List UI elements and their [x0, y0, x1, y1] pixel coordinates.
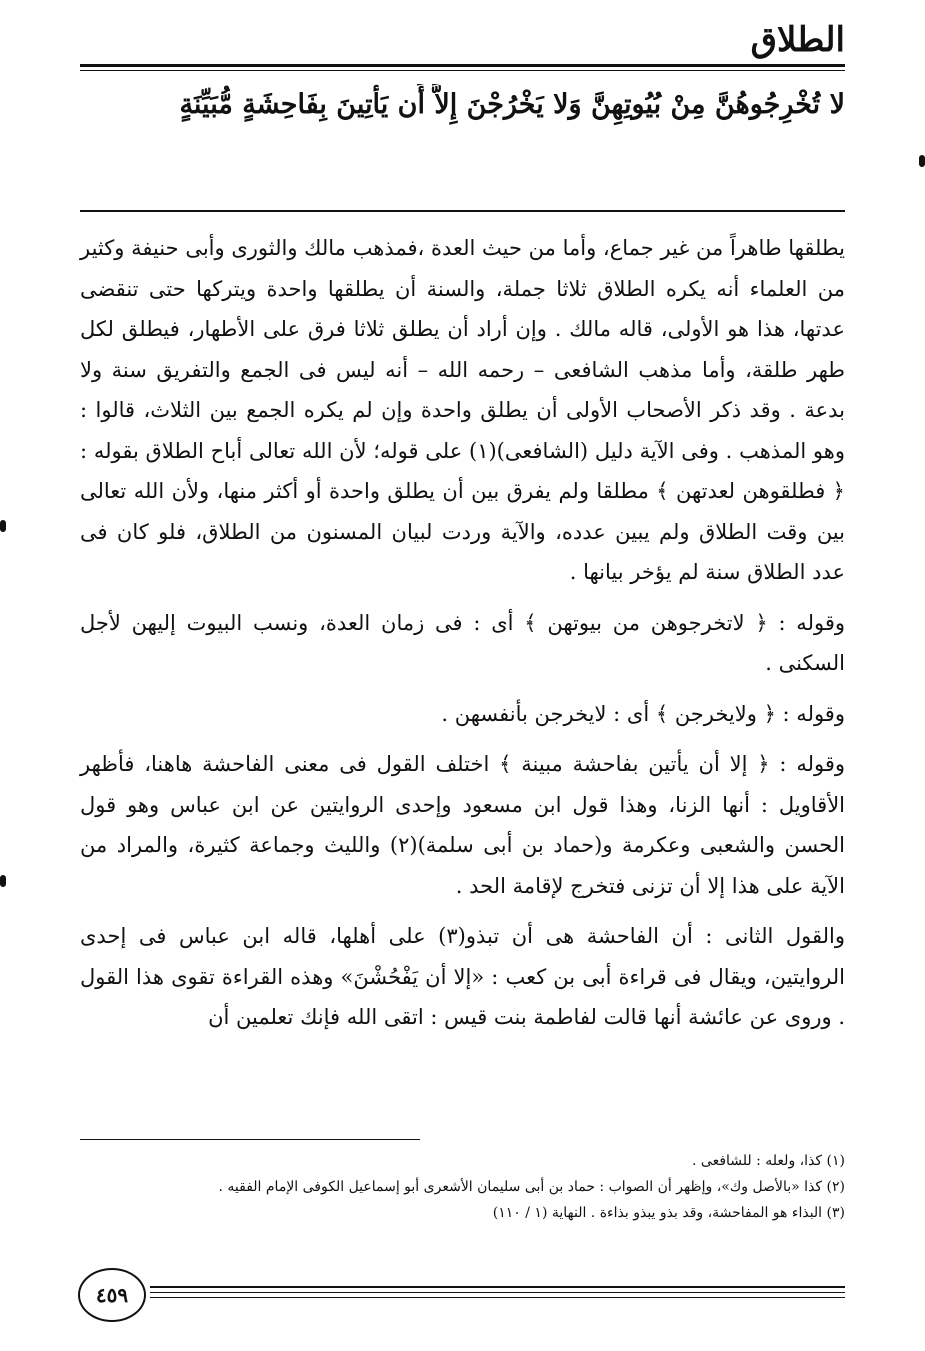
- footnotes: [80, 1148, 845, 1226]
- footnote: (٢) كذا «بالأصل وك»، وإظهر أن الصواب : حماد بن أبى سليمان الأشعرى أبو إسماعيل الكوفى الإمام الفقيه .: [218, 1179, 845, 1195]
- chapter-title: الطلاق: [750, 20, 845, 60]
- footnote-divider: [80, 1139, 420, 1140]
- paragraph: يطلقها طاهراً من غير جماع، وأما من حيث العدة ،فمذهب مالك والثورى وأبى حنيفة وكثير من العلماء أنه يكره الطلاق ثلاثا جملة، والسنة أن يطلقها واحدة ويتركها حتى تنقضى عدتها، هذا هو الأولى، قاله مالك . وإن أراد أن يطلق ثلاثا فرق على الأطهار، فيطلق لكل طهر طلقة، وأما مذهب الشافعى – رحمه الله – أنه ليس فى الجمع والتفريق سنة ولا بدعة . وقد ذكر الأصحاب الأولى أن يطلق واحدة وإن لم يكره الجمع بين الثلاث، قالوا : وهو المذهب . وفى الآية دليل (الشافعى)(١) على قوله؛ لأن الله تعالى أباح الطلاق بقوله : ﴿ فطلقوهن لعدتهن ﴾ مطلقا ولم يفرق بين أن يطلق واحدة أو أكثر منها، ولأن الله تعالى بين وقت الطلاق ولم يبين عدده، والآية وردت لبيان المسنون من الطلاق، فلو كان فى عدد الطلاق سنة لم يؤخر بيانها .: [80, 236, 845, 584]
- header-rule-thick: [80, 64, 845, 67]
- footer-rule: [150, 1292, 845, 1293]
- header-rule-thin: [80, 70, 845, 71]
- section-divider: [80, 210, 845, 212]
- footnote: (١) كذا، ولعله : للشافعى .: [692, 1153, 845, 1169]
- footer-rule: [150, 1297, 845, 1298]
- margin-mark: [919, 155, 925, 167]
- paragraph: وقوله : ﴿ لاتخرجوهن من بيوتهن ﴾ أى : فى زمان العدة، ونسب البيوت إليهن لأجل السكنى .: [80, 610, 845, 675]
- body-text: [80, 228, 845, 1048]
- page-number: ٤٥٩: [78, 1268, 146, 1322]
- footnote: (٣) البذاء هو المفاحشة، وقد بذو يبذو بذاءة . النهاية (١ / ١١٠): [492, 1205, 845, 1221]
- footer-rule: [150, 1286, 845, 1288]
- margin-mark: [0, 520, 6, 532]
- margin-mark: [0, 875, 6, 887]
- paragraph: وقوله : ﴿ ولايخرجن ﴾ أى : لايخرجن بأنفسهن .: [441, 701, 845, 726]
- paragraph: وقوله : ﴿ إلا أن يأتين بفاحشة مبينة ﴾ اختلف القول فى معنى الفاحشة هاهنا، فأظهر الأقاويل : أنها الزنا، وهذا قول ابن مسعود وإحدى الروايتين عن ابن عباس وهو قول الحسن والشعبى وعكرمة و(حماد بن أبى سلمة)(٢) والليث وجماعة كثيرة، والمراد من الآية على هذا إلا أن تزنى فتخرج لإقامة الحد .: [80, 752, 845, 898]
- verse-heading: لا تُخْرِجُوهُنَّ مِنْ بُيُوتِهِنَّ وَلا يَخْرُجْنَ إِلاَّ أَن يَأْتِينَ بِفَاحِشَةٍ مُّبَيِّنَةٍ: [179, 89, 845, 120]
- paragraph: والقول الثانى : أن الفاحشة هى أن تبذو(٣) على أهلها، قاله ابن عباس فى إحدى الروايتين، ويقال فى قراءة أبى بن كعب : «إلا أن يَفْحُشْنَ» وهذه القراءة تقوى هذا القول . وروى عن عائشة أنها قالت لفاطمة بنت قيس : اتقى الله فإنك تعلمين أن: [80, 924, 845, 1029]
